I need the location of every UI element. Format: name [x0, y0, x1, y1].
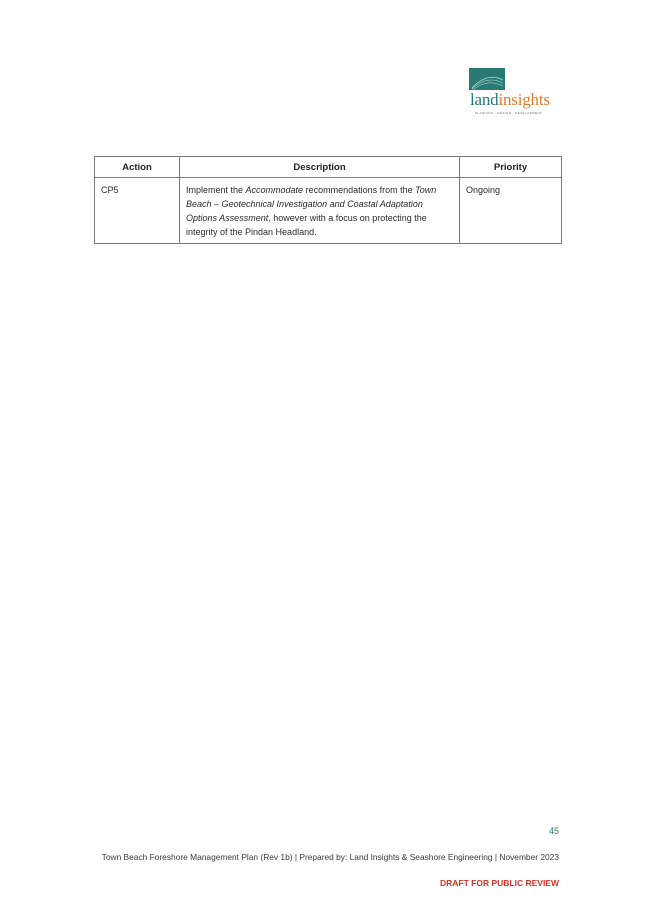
description-text-3: , however with a focus on protecting the integrity of the Pindan Headland.	[186, 213, 427, 237]
footer-document-line: Town Beach Foreshore Management Plan (Rev 1b) | Prepared by: Land Insights & Seashore Engineering | November 2023	[101, 852, 559, 862]
header-description: Description	[180, 157, 460, 178]
header-action: Action	[95, 157, 180, 178]
land-insights-logo	[467, 68, 563, 118]
logo-wordmark	[470, 90, 550, 110]
description-text-1: Implement the	[186, 185, 246, 195]
description-emphasis-accommodate: Accommodate	[245, 185, 304, 195]
logo-word-insights: insights	[498, 90, 550, 109]
page-number: 45	[548, 826, 559, 836]
table-header-row	[95, 157, 562, 178]
cell-priority: Ongoing	[460, 178, 562, 244]
header-priority: Priority	[460, 157, 562, 178]
action-table	[94, 156, 562, 244]
description-report-title: Town Beach – Geotechnical Investigation and Coastal Adaptation Options Assessment	[186, 185, 437, 223]
logo-tagline: PLANNING · DESIGN · DEVELOPMENT	[475, 111, 543, 115]
draft-status-label: DRAFT FOR PUBLIC REVIEW	[440, 878, 559, 888]
description-text-2: recommendations from the	[303, 185, 416, 195]
table-row	[95, 178, 562, 244]
logo-word-land: land	[470, 90, 499, 109]
cell-action: CP5	[95, 178, 180, 244]
cell-description	[180, 178, 460, 244]
